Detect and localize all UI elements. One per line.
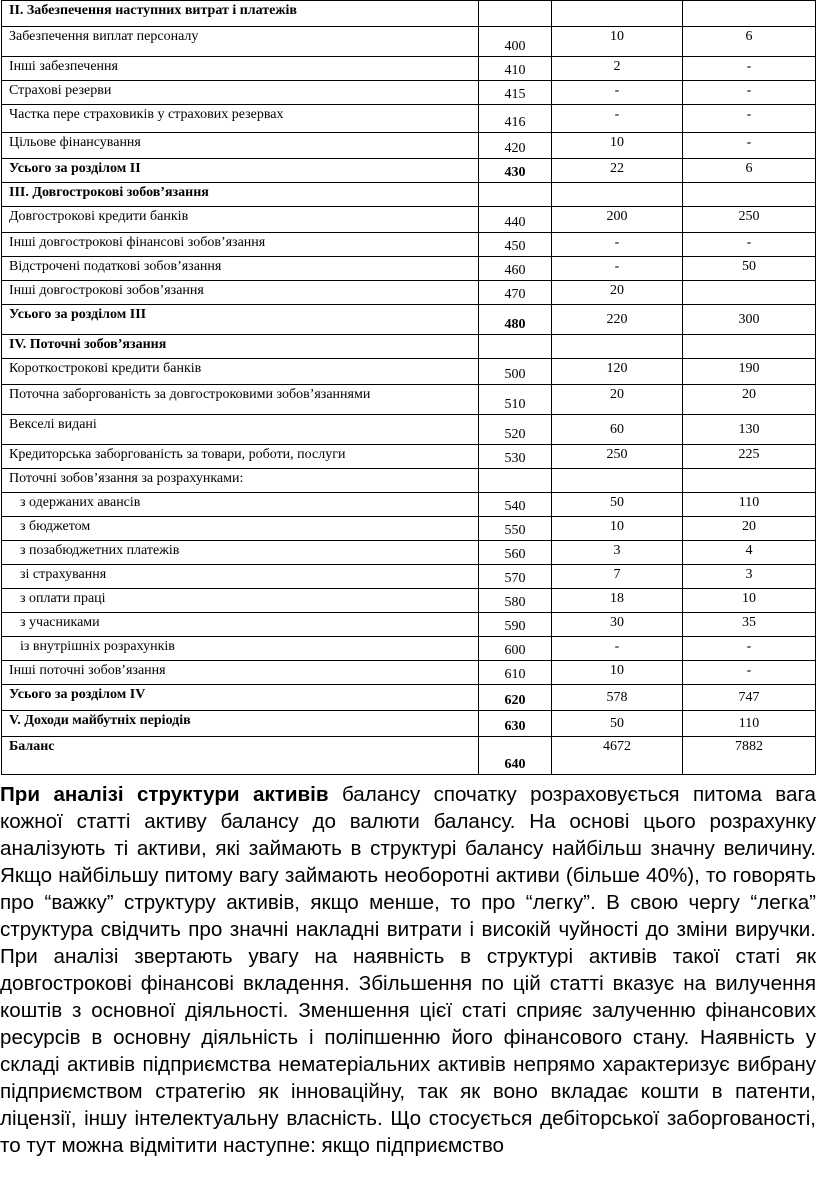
period-end-value-cell xyxy=(683,183,816,207)
period-start-value-cell xyxy=(552,1,683,27)
period-start-value-cell: - xyxy=(552,257,683,281)
table-row xyxy=(2,711,816,737)
period-end-value-cell: 50 xyxy=(683,257,816,281)
table-row xyxy=(2,281,816,305)
period-end-value-cell xyxy=(683,335,816,359)
period-start-value-cell: 22 xyxy=(552,159,683,183)
period-start-value-cell: 10 xyxy=(552,27,683,57)
row-name-cell: Довгострокові кредити банків xyxy=(2,207,479,233)
period-start-value-cell: 10 xyxy=(552,133,683,159)
row-code-cell: 450 xyxy=(479,233,552,257)
table-row xyxy=(2,493,816,517)
period-start-value-cell: 18 xyxy=(552,589,683,613)
table-row xyxy=(2,105,816,133)
row-code-cell: 530 xyxy=(479,445,552,469)
period-start-value-cell xyxy=(552,335,683,359)
period-end-value-cell: - xyxy=(683,57,816,81)
row-code-cell: 460 xyxy=(479,257,552,281)
period-end-value-cell xyxy=(683,1,816,27)
row-code-cell: 590 xyxy=(479,613,552,637)
row-code-cell: 630 xyxy=(479,711,552,737)
period-start-value-cell: - xyxy=(552,105,683,133)
table-row xyxy=(2,257,816,281)
row-name-cell: Частка пере страховиків у страхових резервах xyxy=(2,105,479,133)
period-end-value-cell: - xyxy=(683,105,816,133)
period-end-value-cell: - xyxy=(683,661,816,685)
period-start-value-cell: 7 xyxy=(552,565,683,589)
paragraph-text: балансу спочатку розраховується питома вага кожної статті активу балансу до валюти балансу. На основі цього розрахунку аналізують ті активи, які займають в структурі балансу найбільш значну величину. Якщо найбільшу питому вагу займають необоротні активи (більше 40%), то говорять про “важку” структуру активів, якщо менше, то про “легку”. В свою чергу “легка” структура свідчить про значні накладні витрати і високій чуйності до зміни виручки. При аналізі звертають увагу на наявність в структурі активів такої статі як довгострокові фінансові вкладення. Збільшення по цій статті вказує на вилучення коштів з основної діяльності. Зменшення цієї статі сприяє залученню фінансових ресурсів в основну діяльність і поліпшенню його фінансового стану. Наявність у складі активів підприємства нематеріальних активів непрямо характеризує вибрану підприємством стратегію як інноваційну, так як воно вкладає кошти в патенти, ліцензії, іншу інтелектуальну власність. Що стосується дебіторської заборгованості, то тут можна відмітити наступне: якщо підприємство xyxy=(0,783,816,1157)
row-name-cell: Векселі видані xyxy=(2,415,479,445)
row-name-cell: Поточні зобов’язання за розрахунками: xyxy=(2,469,479,493)
row-code-cell: 600 xyxy=(479,637,552,661)
table-row xyxy=(2,207,816,233)
row-code-cell: 540 xyxy=(479,493,552,517)
row-name-cell: Інші довгострокові зобов’язання xyxy=(2,281,479,305)
period-start-value-cell: 30 xyxy=(552,613,683,637)
row-code-cell: 420 xyxy=(479,133,552,159)
table-row xyxy=(2,385,816,415)
period-start-value-cell: 50 xyxy=(552,711,683,737)
row-name-cell: з бюджетом xyxy=(2,517,479,541)
row-name-cell: Цільове фінансування xyxy=(2,133,479,159)
period-end-value-cell: 300 xyxy=(683,305,816,335)
period-end-value-cell xyxy=(683,469,816,493)
period-start-value-cell: 4672 xyxy=(552,737,683,775)
table-row xyxy=(2,541,816,565)
table-row xyxy=(2,685,816,711)
row-name-cell: Інші довгострокові фінансові зобов’язання xyxy=(2,233,479,257)
row-code-cell: 510 xyxy=(479,385,552,415)
period-end-value-cell: 225 xyxy=(683,445,816,469)
period-end-value-cell: - xyxy=(683,233,816,257)
period-end-value-cell: 747 xyxy=(683,685,816,711)
period-end-value-cell: - xyxy=(683,637,816,661)
table-body xyxy=(2,1,816,775)
period-end-value-cell: 35 xyxy=(683,613,816,637)
row-code-cell: 500 xyxy=(479,359,552,385)
table-row xyxy=(2,469,816,493)
row-code-cell: 440 xyxy=(479,207,552,233)
table-row xyxy=(2,233,816,257)
period-start-value-cell: 20 xyxy=(552,281,683,305)
row-name-cell: Страхові резерви xyxy=(2,81,479,105)
period-start-value-cell: 10 xyxy=(552,661,683,685)
table-row xyxy=(2,589,816,613)
table-row xyxy=(2,613,816,637)
period-end-value-cell xyxy=(683,281,816,305)
row-name-cell: ІІ. Забезпечення наступних витрат і платежів xyxy=(2,1,479,27)
period-end-value-cell: - xyxy=(683,81,816,105)
table-row xyxy=(2,27,816,57)
period-start-value-cell: 578 xyxy=(552,685,683,711)
period-end-value-cell: 7882 xyxy=(683,737,816,775)
period-start-value-cell xyxy=(552,183,683,207)
paragraph-lead: При аналізі структури активів xyxy=(0,783,329,806)
row-code-cell xyxy=(479,1,552,27)
row-code-cell: 570 xyxy=(479,565,552,589)
period-end-value-cell: 6 xyxy=(683,27,816,57)
period-start-value-cell: 10 xyxy=(552,517,683,541)
period-start-value-cell: - xyxy=(552,637,683,661)
period-start-value-cell: 50 xyxy=(552,493,683,517)
period-end-value-cell: - xyxy=(683,133,816,159)
table-row xyxy=(2,637,816,661)
row-name-cell: Забезпечення виплат персоналу xyxy=(2,27,479,57)
row-code-cell: 580 xyxy=(479,589,552,613)
row-code-cell: 400 xyxy=(479,27,552,57)
row-code-cell: 415 xyxy=(479,81,552,105)
period-end-value-cell: 4 xyxy=(683,541,816,565)
period-end-value-cell: 110 xyxy=(683,493,816,517)
table-row xyxy=(2,517,816,541)
table-row xyxy=(2,737,816,775)
row-code-cell: 416 xyxy=(479,105,552,133)
row-name-cell: Інші забезпечення xyxy=(2,57,479,81)
row-code-cell: 620 xyxy=(479,685,552,711)
period-end-value-cell: 6 xyxy=(683,159,816,183)
row-code-cell: 430 xyxy=(479,159,552,183)
period-end-value-cell: 250 xyxy=(683,207,816,233)
analysis-paragraph xyxy=(0,781,816,1159)
period-start-value-cell: 2 xyxy=(552,57,683,81)
row-name-cell: ІІІ. Довгострокові зобов’язання xyxy=(2,183,479,207)
period-start-value-cell: - xyxy=(552,81,683,105)
period-start-value-cell: 250 xyxy=(552,445,683,469)
balance-liabilities-table xyxy=(1,0,816,775)
row-name-cell: з учасниками xyxy=(2,613,479,637)
table-row xyxy=(2,415,816,445)
row-name-cell: Кредиторська заборгованість за товари, роботи, послуги xyxy=(2,445,479,469)
row-name-cell: зі страхування xyxy=(2,565,479,589)
row-name-cell: із внутрішніх розрахунків xyxy=(2,637,479,661)
period-end-value-cell: 3 xyxy=(683,565,816,589)
period-start-value-cell: 60 xyxy=(552,415,683,445)
period-start-value-cell: - xyxy=(552,233,683,257)
period-start-value-cell: 120 xyxy=(552,359,683,385)
table-row xyxy=(2,133,816,159)
row-code-cell: 480 xyxy=(479,305,552,335)
period-end-value-cell: 190 xyxy=(683,359,816,385)
period-start-value-cell: 200 xyxy=(552,207,683,233)
period-end-value-cell: 130 xyxy=(683,415,816,445)
period-end-value-cell: 110 xyxy=(683,711,816,737)
period-start-value-cell: 3 xyxy=(552,541,683,565)
row-name-cell: з одержаних авансів xyxy=(2,493,479,517)
row-code-cell xyxy=(479,469,552,493)
row-name-cell: Відстрочені податкові зобов’язання xyxy=(2,257,479,281)
row-name-cell: IV. Поточні зобов’язання xyxy=(2,335,479,359)
row-code-cell: 550 xyxy=(479,517,552,541)
table-row xyxy=(2,565,816,589)
row-name-cell: з оплати праці xyxy=(2,589,479,613)
row-name-cell: Усього за розділом IV xyxy=(2,685,479,711)
table-row xyxy=(2,445,816,469)
table-row xyxy=(2,359,816,385)
row-name-cell: Поточна заборгованість за довгостроковими зобов’язаннями xyxy=(2,385,479,415)
period-start-value-cell xyxy=(552,469,683,493)
table-row xyxy=(2,305,816,335)
table-row xyxy=(2,1,816,27)
row-name-cell: з позабюджетних платежів xyxy=(2,541,479,565)
row-code-cell: 610 xyxy=(479,661,552,685)
table-row xyxy=(2,183,816,207)
table-row xyxy=(2,335,816,359)
period-end-value-cell: 20 xyxy=(683,517,816,541)
row-name-cell: V. Доходи майбутніх періодів xyxy=(2,711,479,737)
row-name-cell: Інші поточні зобов’язання xyxy=(2,661,479,685)
table-row xyxy=(2,661,816,685)
row-name-cell: Баланс xyxy=(2,737,479,775)
row-code-cell xyxy=(479,335,552,359)
row-code-cell: 410 xyxy=(479,57,552,81)
table-row xyxy=(2,81,816,105)
table-row xyxy=(2,159,816,183)
row-code-cell: 520 xyxy=(479,415,552,445)
period-end-value-cell: 20 xyxy=(683,385,816,415)
row-code-cell xyxy=(479,183,552,207)
row-name-cell: Усього за розділом ІІІ xyxy=(2,305,479,335)
row-name-cell: Усього за розділом ІІ xyxy=(2,159,479,183)
row-code-cell: 640 xyxy=(479,737,552,775)
table-row xyxy=(2,57,816,81)
period-start-value-cell: 220 xyxy=(552,305,683,335)
row-code-cell: 470 xyxy=(479,281,552,305)
row-code-cell: 560 xyxy=(479,541,552,565)
period-start-value-cell: 20 xyxy=(552,385,683,415)
period-end-value-cell: 10 xyxy=(683,589,816,613)
row-name-cell: Короткострокові кредити банків xyxy=(2,359,479,385)
